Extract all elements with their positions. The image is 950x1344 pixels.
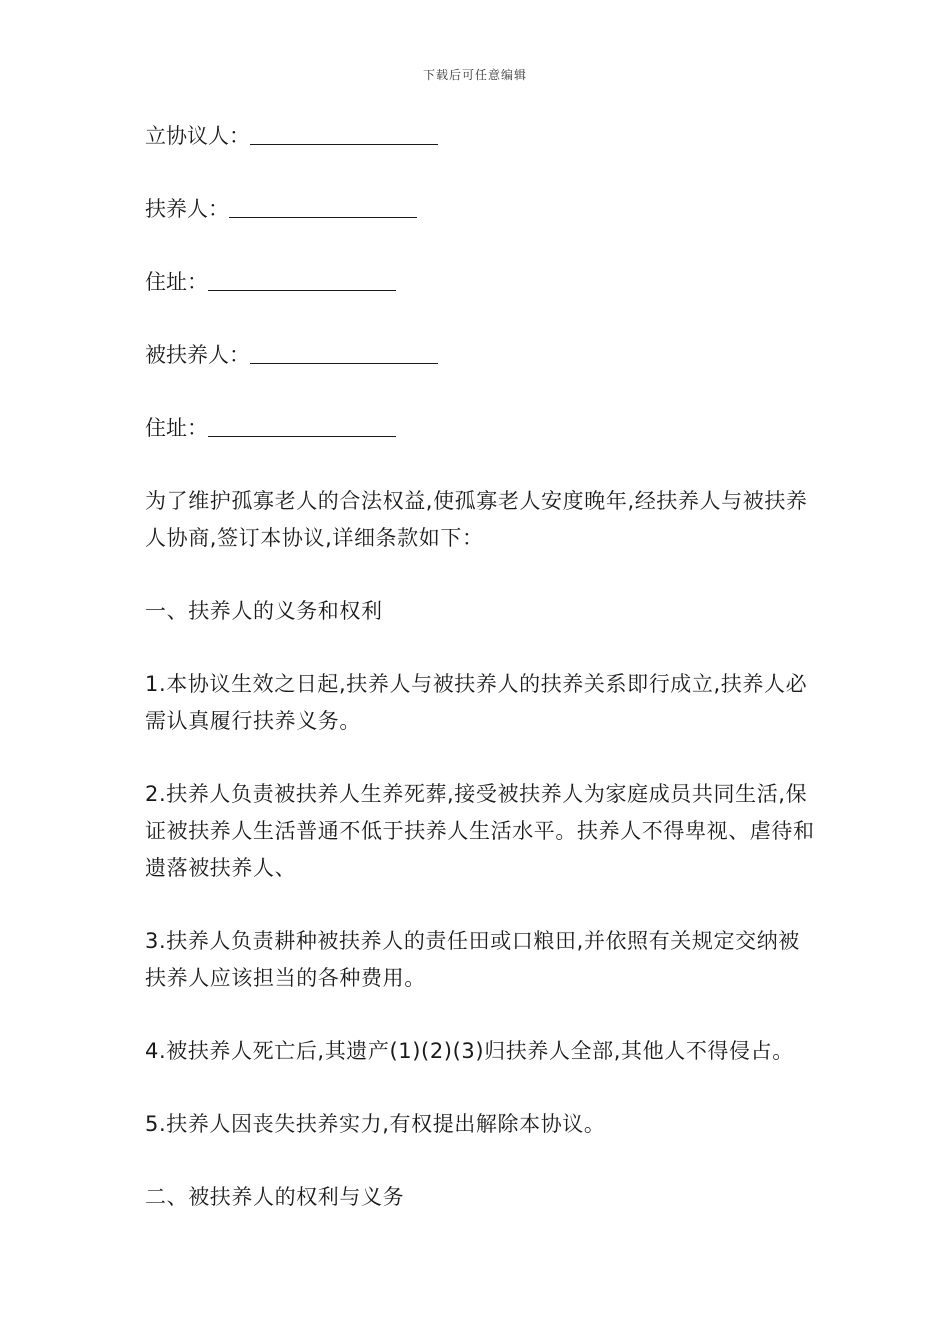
fill-in-blank[interactable]	[208, 410, 396, 437]
field-supporter	[145, 191, 815, 228]
fill-in-blank[interactable]	[208, 264, 396, 291]
field-supported-person	[145, 337, 815, 374]
clause-item: 3.扶养人负责耕种被扶养人的责任田或口粮田,并依照有关规定交纳被扶养人应该担当的各种费用。	[145, 929, 800, 990]
clause-item: 1.本协议生效之日起,扶养人与被扶养人的扶养关系即行成立,扶养人必需认真履行扶养义务。	[145, 672, 808, 733]
clause-item: 5.扶养人因丧失扶养实力,有权提出解除本协议。	[145, 1112, 606, 1136]
field-supporter-address	[145, 264, 815, 301]
fill-in-blank[interactable]	[250, 118, 438, 145]
section-heading: 一、扶养人的义务和权利	[145, 599, 383, 623]
field-label: 扶养人：	[145, 197, 229, 221]
field-label: 住址：	[145, 416, 208, 440]
intro-paragraph: 为了维护孤寡老人的合法权益,使孤寡老人安度晚年,经扶养人与被扶养人协商,签订本协议,详细条款如下：	[145, 489, 808, 550]
fill-in-blank[interactable]	[250, 337, 438, 364]
document-body	[145, 118, 815, 1252]
field-label: 立协议人：	[145, 124, 250, 148]
field-label: 住址：	[145, 270, 208, 294]
fill-in-blank[interactable]	[229, 191, 417, 218]
field-agreement-party	[145, 118, 815, 155]
section-heading: 二、被扶养人的权利与义务	[145, 1185, 405, 1209]
clause-item: 4.被扶养人死亡后,其遗产(1)(2)(3)归扶养人全部,其他人不得侵占。	[145, 1039, 794, 1063]
field-supported-address	[145, 410, 815, 447]
clause-item: 2.扶养人负责被扶养人生养死葬,接受被扶养人为家庭成员共同生活,保证被扶养人生活普通不低于扶养人生活水平。扶养人不得卑视、虐待和遗落被扶养人、	[145, 782, 815, 880]
field-label: 被扶养人：	[145, 343, 250, 367]
header-note: 下载后可任意编辑	[422, 68, 527, 82]
